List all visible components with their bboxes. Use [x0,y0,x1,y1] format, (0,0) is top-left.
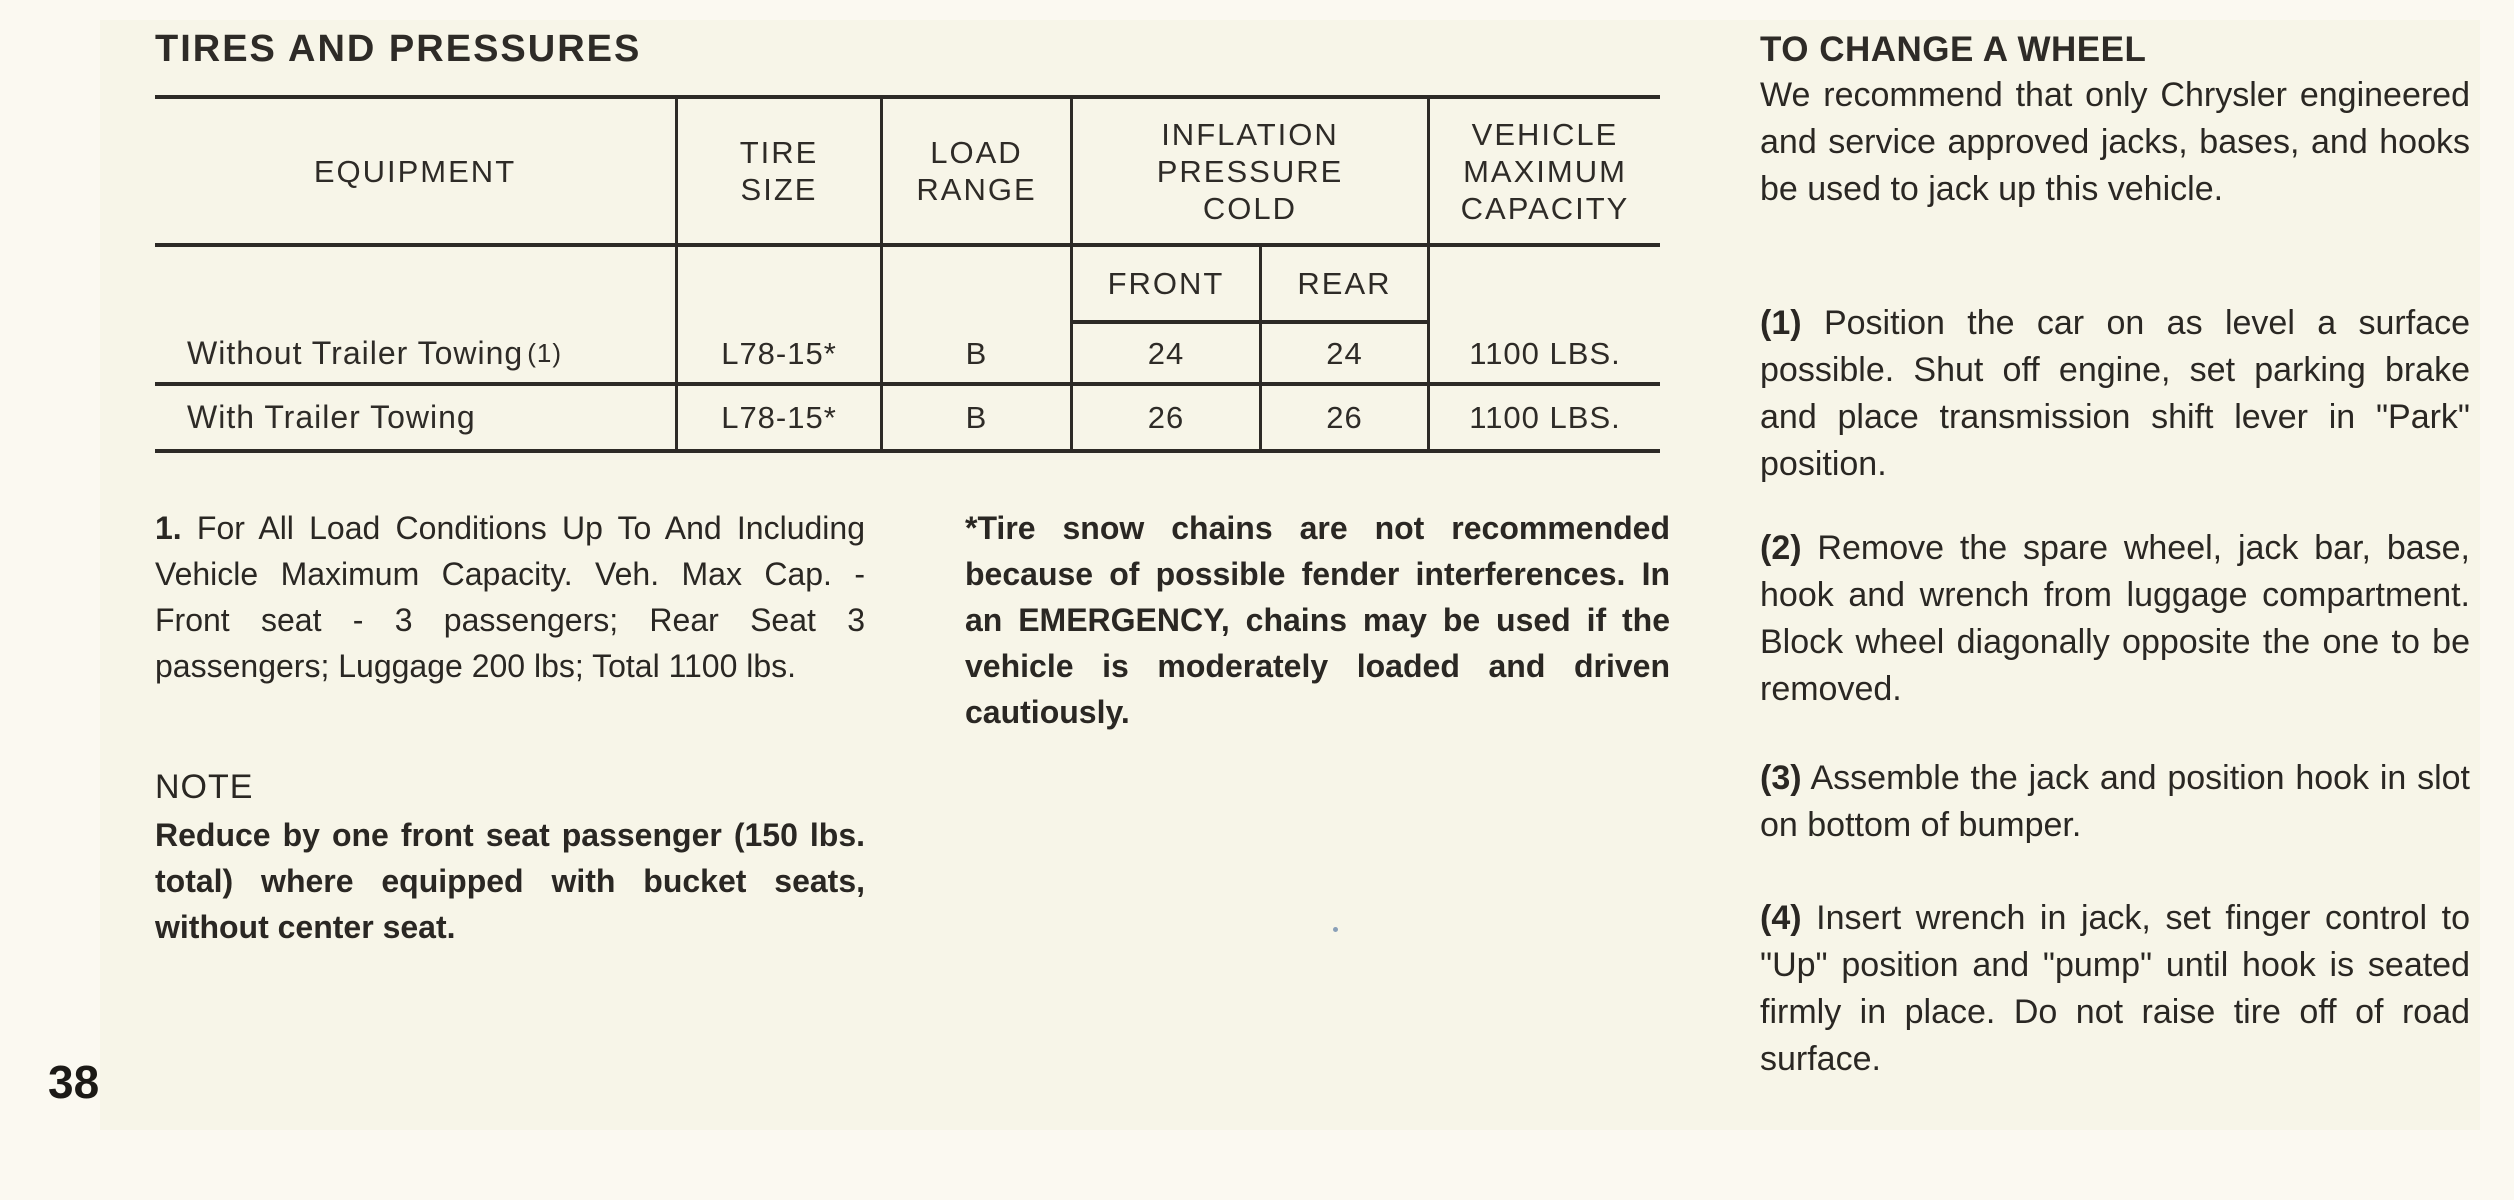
step-2: (2) Remove the spare wheel, jack bar, base, hook and wrench from luggage compartment. Block wheel diagonally opposite the one to be removed. [1760,529,2470,708]
note-body: Reduce by one front seat passenger (150 lbs. total) where equipped with bucket seats, without center seat. [155,817,865,945]
table-rule-bottom [155,449,1660,453]
header-rear: REAR [1297,266,1392,301]
header-inflation-pressure: INFLATION PRESSURE COLD [1156,116,1344,226]
row-tire-size: L78-15* [721,335,837,371]
table-rule-header [155,243,1660,247]
page-number: 38 [48,1056,100,1108]
row-capacity: 1100 LBS. [1469,335,1621,371]
snow-chains-note: *Tire snow chains are not recommended because of possible fender interferences. In an EMERGENCY, chains may be used if the vehicle is moderately loaded and driven cautiously. [965,510,1670,730]
step-4: (4) Insert wrench in jack, set finger control to "Up" position and "pump" until hook is seated firmly in place. Do not raise tire off of road surface. [1760,899,2470,1078]
row-tire-size: L78-15* [721,400,837,435]
row-capacity: 1100 LBS. [1469,400,1621,435]
tires-section-title: TIRES AND PRESSURES [155,28,642,70]
note-heading: NOTE [155,768,254,806]
header-front: FRONT [1107,266,1225,301]
print-speck [1333,927,1338,932]
change-wheel-intro: We recommend that only Chrysler engineered and service approved jacks, bases, and hooks be used to jack up this vehicle. [1760,76,2470,208]
step-1: (1) Position the car on as level a surface possible. Shut off engine, set parking brake and place transmission shift lever in "Park" position. [1760,304,2471,483]
change-wheel-title: TO CHANGE A WHEEL [1760,30,2147,69]
row-load-range: B [965,335,988,371]
tire-pressure-table [155,95,1660,460]
row-equipment: Without Trailer Towing (1) [187,334,562,371]
row-load-range: B [965,400,988,435]
step-3: (3) Assemble the jack and position hook in slot on bottom of bumper. [1760,759,2470,844]
row-rear-pressure: 24 [1326,335,1363,371]
header-vehicle-maximum-capacity: VEHICLE MAXIMUM CAPACITY [1460,116,1630,226]
row-front-pressure: 26 [1147,400,1185,435]
header-load-range: LOAD RANGE [916,135,1037,207]
row-equipment: With Trailer Towing [187,399,476,435]
row-front-pressure: 24 [1147,335,1185,371]
header-equipment: EQUIPMENT [313,153,517,189]
header-tire-size: TIRE SIZE [739,135,819,207]
row-rear-pressure: 26 [1326,400,1363,435]
load-footnote: 1. For All Load Conditions Up To And Including Vehicle Maximum Capacity. Veh. Max Cap. - Front seat - 3 passengers; Rear Seat 3 passengers; Luggage 200 lbs; Total 1100 lbs. [155,510,866,684]
